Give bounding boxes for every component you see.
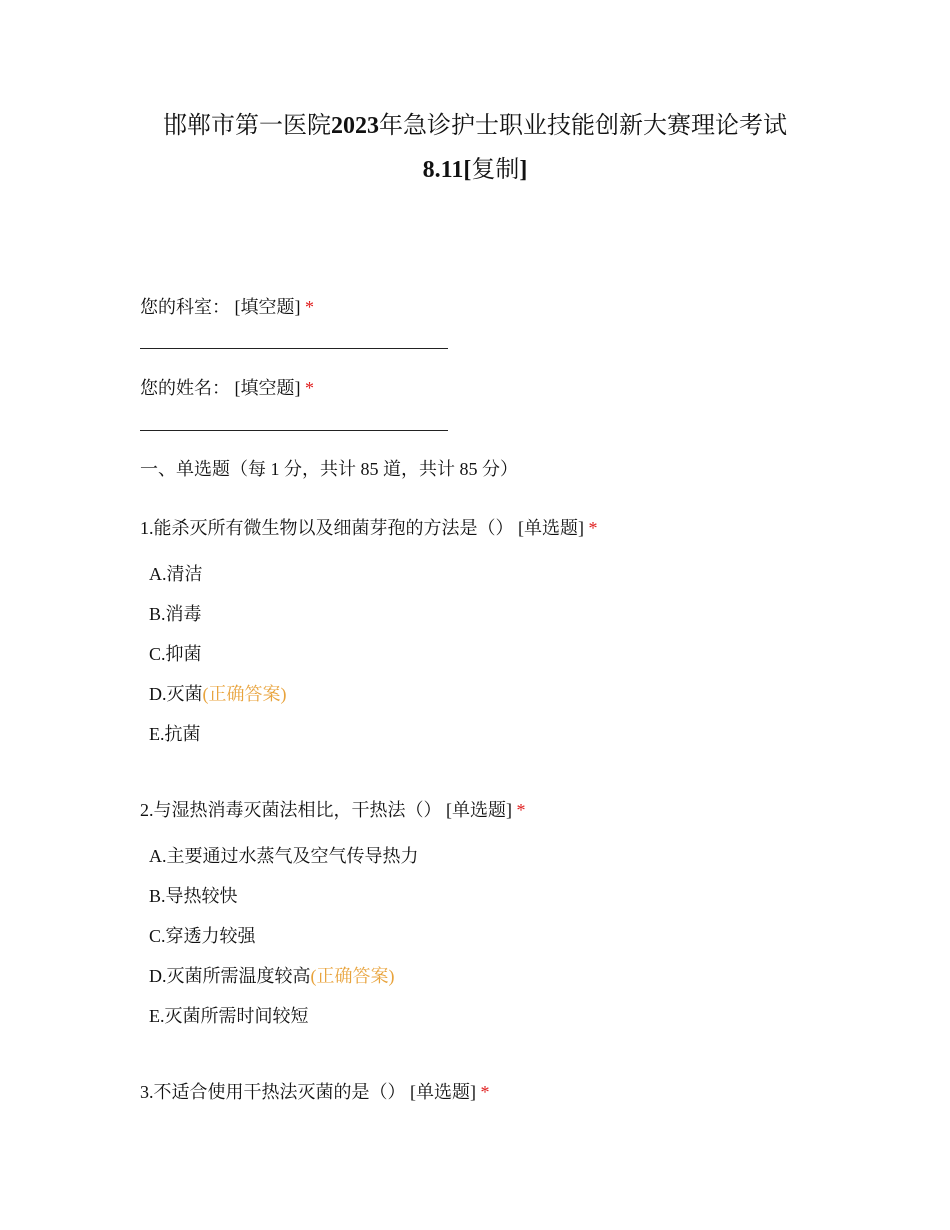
title-prefix: 邯郸市第一医院	[163, 113, 331, 139]
title-copy-tag: 复制	[471, 157, 520, 183]
question-1-text	[140, 516, 598, 540]
title-suffix: 年急诊护士职业技能创新大赛理论考试	[379, 113, 787, 139]
title-number: 8.11[	[422, 157, 472, 183]
question-type-tag: [单选题]	[446, 800, 512, 820]
question-type-tag: [单选题]	[518, 518, 584, 538]
question-1-option-a[interactable]: A.清洁	[149, 564, 203, 584]
correct-answer-marker: (正确答案)	[202, 684, 287, 704]
question-1-option-c[interactable]: C.抑菌	[149, 644, 202, 664]
question-1-option-d[interactable]	[149, 682, 287, 706]
name-field-label	[140, 376, 314, 400]
title-year: 2023	[331, 113, 379, 139]
field-label: 您的姓名：	[140, 378, 230, 398]
question-2-option-b[interactable]: B.导热较快	[149, 886, 238, 906]
question-2-option-c[interactable]: C.穿透力较强	[149, 926, 256, 946]
required-mark: *	[480, 1082, 490, 1102]
page-title-line-1	[60, 110, 890, 142]
department-input-line[interactable]	[140, 348, 448, 349]
option-text: D.灭菌所需温度较高	[149, 966, 311, 986]
question-stem: 2.与湿热消毒灭菌法相比，干热法（）	[140, 800, 442, 820]
department-field-label	[140, 295, 314, 319]
field-type-tag: [填空题]	[234, 297, 301, 317]
question-type-tag: [单选题]	[410, 1082, 476, 1102]
option-text: D.灭菌	[149, 684, 203, 704]
field-type-tag: [填空题]	[234, 378, 301, 398]
name-input-line[interactable]	[140, 430, 448, 431]
question-1-option-e[interactable]: E.抗菌	[149, 724, 201, 744]
question-2-option-e[interactable]: E.灭菌所需时间较短	[149, 1006, 309, 1026]
question-2-text	[140, 798, 526, 822]
section-heading: 一、单选题（每 1 分，共计 85 道，共计 85 分）	[140, 459, 518, 479]
question-2-option-d[interactable]	[149, 964, 395, 988]
page-title-line-2	[60, 154, 890, 186]
correct-answer-marker: (正确答案)	[310, 966, 395, 986]
required-mark: *	[305, 378, 314, 398]
question-1-option-b[interactable]: B.消毒	[149, 604, 202, 624]
required-mark: *	[516, 800, 526, 820]
question-stem: 1.能杀灭所有微生物以及细菌芽孢的方法是（）	[140, 518, 514, 538]
required-mark: *	[305, 297, 314, 317]
title-close-bracket: ]	[519, 157, 528, 183]
question-stem: 3.不适合使用干热法灭菌的是（）	[140, 1082, 406, 1102]
field-label: 您的科室：	[140, 297, 230, 317]
question-2-option-a[interactable]: A.主要通过水蒸气及空气传导热力	[149, 846, 419, 866]
question-3-text	[140, 1080, 490, 1104]
required-mark: *	[588, 518, 598, 538]
